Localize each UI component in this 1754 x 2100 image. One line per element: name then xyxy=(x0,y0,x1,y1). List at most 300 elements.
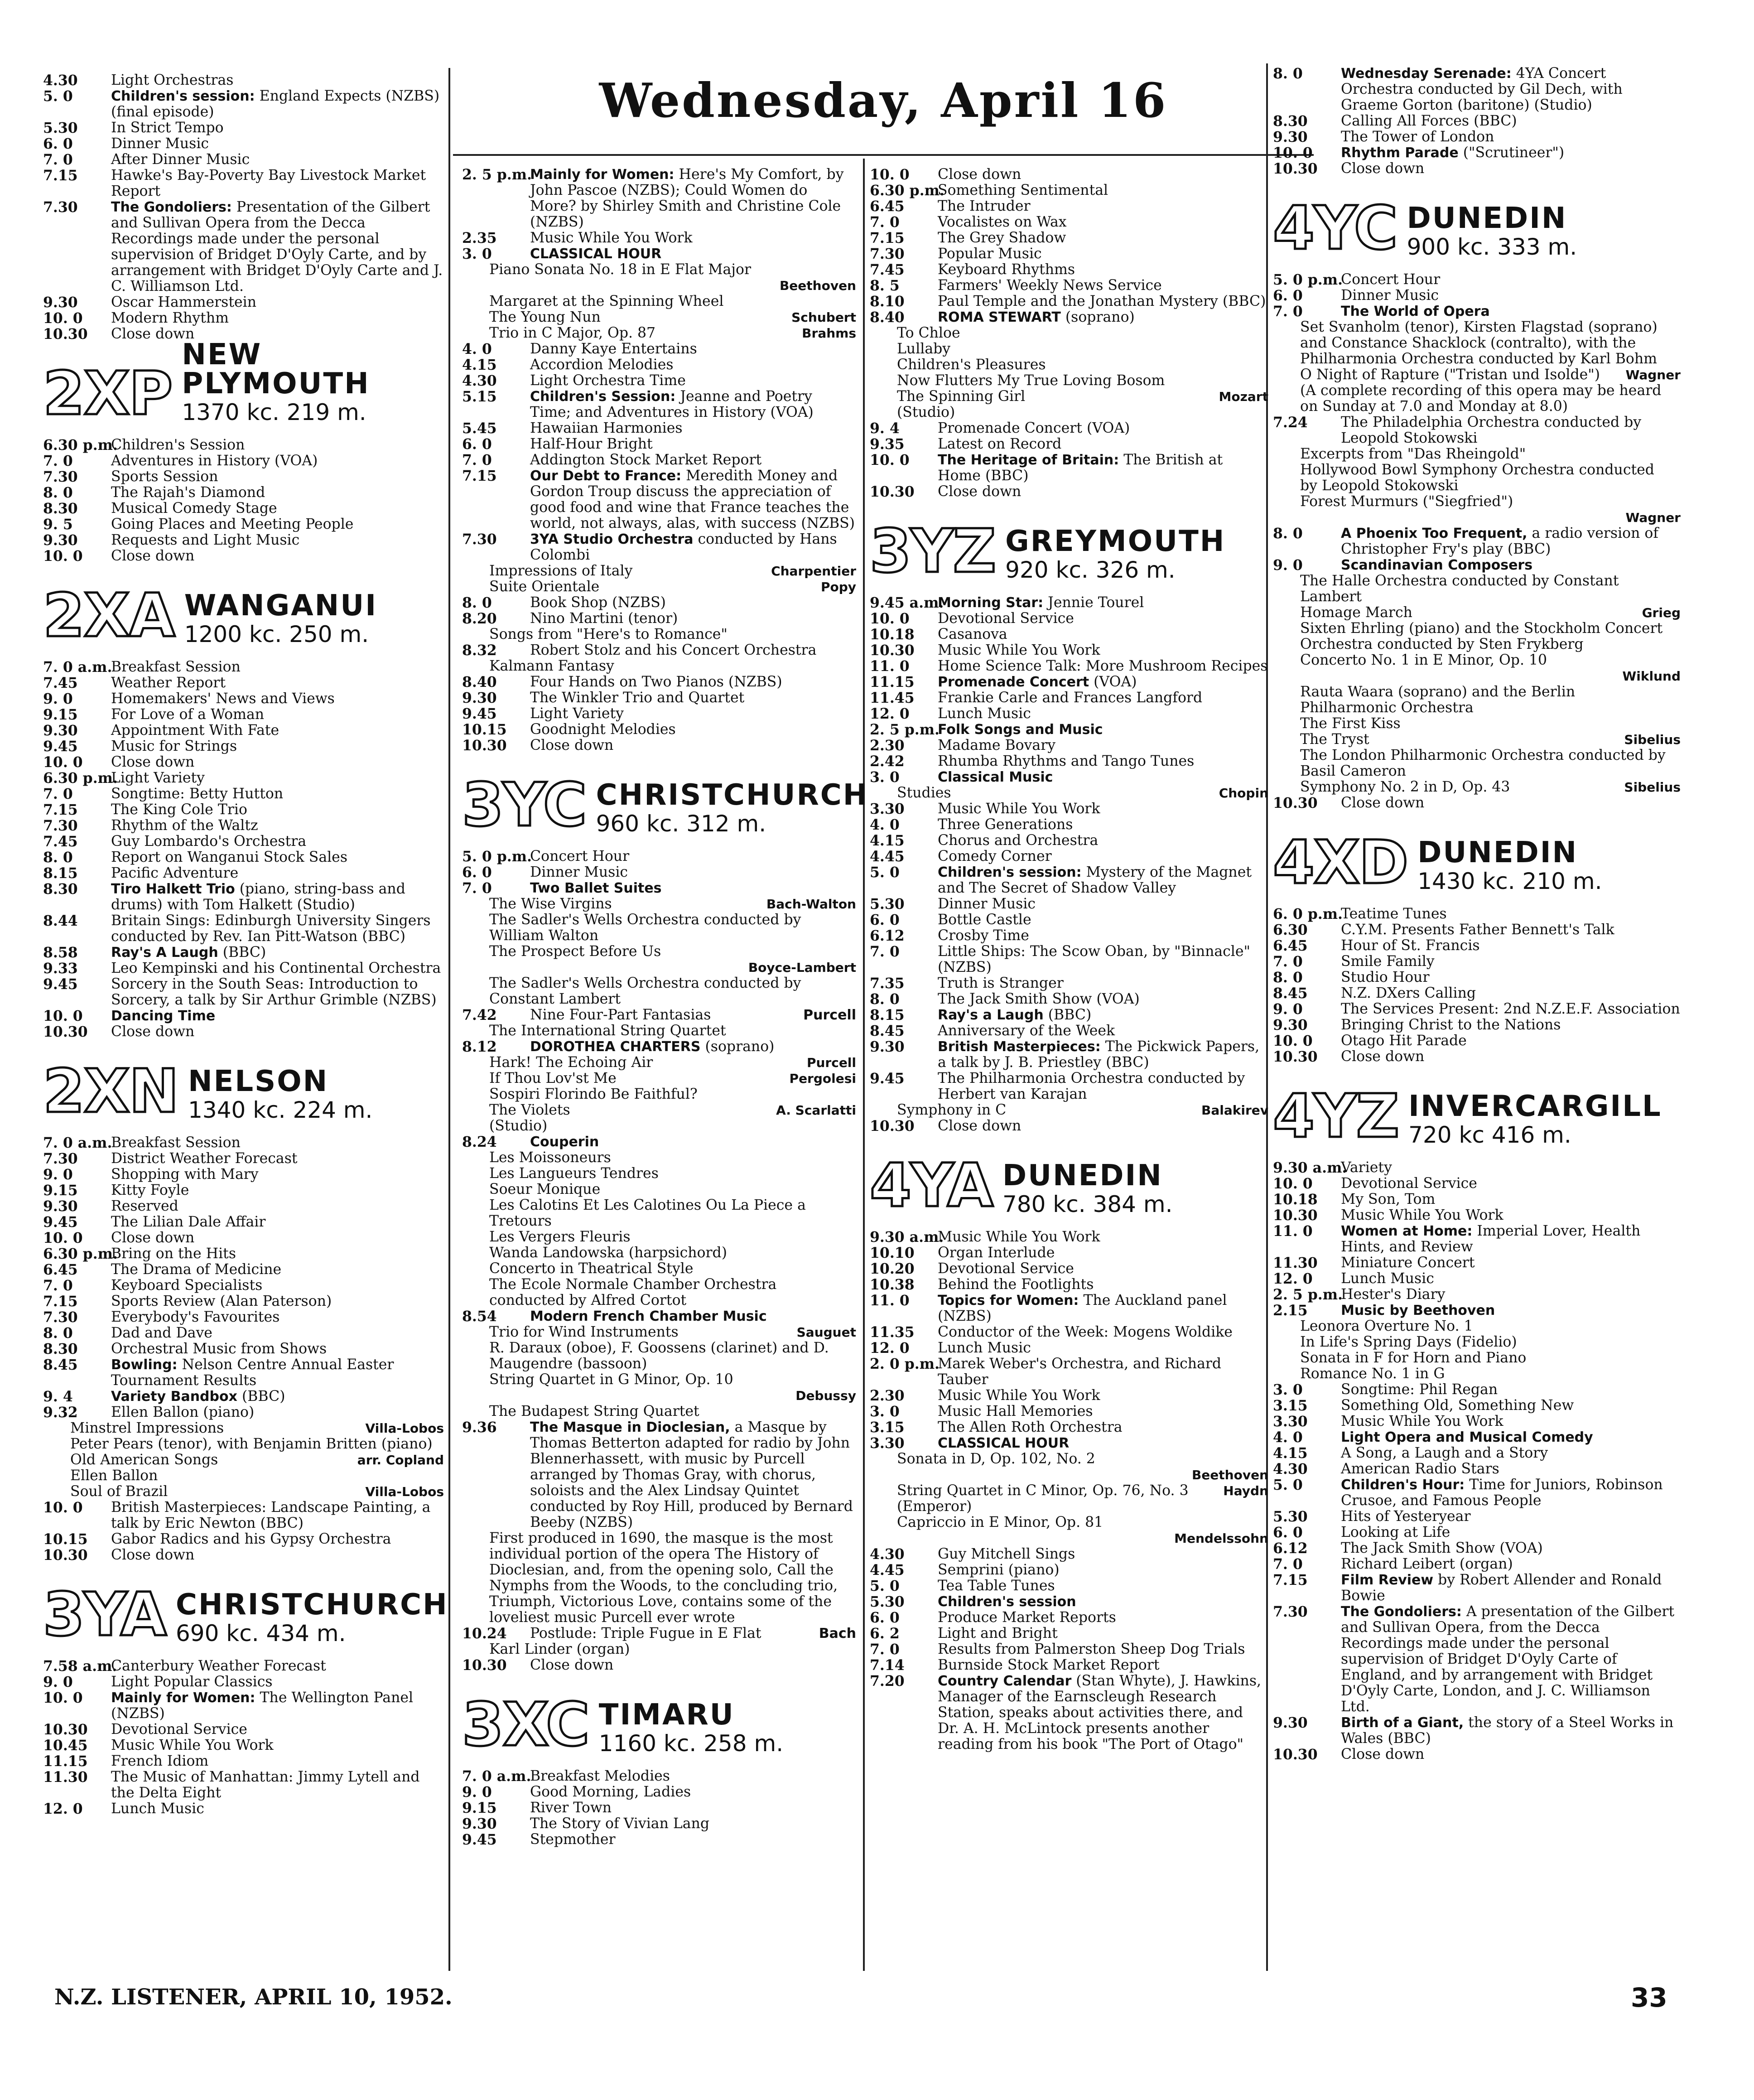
work-title: (Studio) xyxy=(489,1118,548,1134)
schedule-row xyxy=(1273,1176,1681,1192)
composer-name: Beethoven xyxy=(1191,1468,1268,1482)
schedule-row xyxy=(870,722,1268,738)
programme-entry: The Story of Vivian Lang xyxy=(530,1815,710,1832)
programme-entry: Light Variety xyxy=(111,770,205,786)
time-slot: 11. 0 xyxy=(870,658,910,675)
schedule-row xyxy=(1273,795,1681,811)
time-slot: 7.24 xyxy=(1273,414,1308,431)
time-slot: 10.18 xyxy=(1273,1191,1318,1208)
schedule-row xyxy=(462,1419,856,1530)
schedule-row xyxy=(870,642,1268,658)
schedule-row xyxy=(462,1657,856,1673)
work-title: Ellen Ballon xyxy=(70,1468,158,1484)
time-slot: 4.30 xyxy=(43,72,78,89)
work-title: Symphony No. 2 in D, Op. 43 xyxy=(1300,779,1510,795)
work-line xyxy=(1273,573,1681,605)
time-slot: 9. 5 xyxy=(43,516,73,533)
time-slot: 5.45 xyxy=(462,420,497,437)
time-slot: 6. 0 xyxy=(462,436,492,453)
programme-detail: (Stan Whyte), J. Hawkins, Manager of the Earnscleugh Research Station, speaks about activities there, and Dr. A. H. McLintock presents another reading from his book "The Port of Otago" xyxy=(938,1673,1261,1752)
programme-entry xyxy=(938,1594,1268,1610)
work-title: String Quartet in C Minor, Op. 76, No. 3 (Emperor) xyxy=(897,1482,1189,1515)
time-slot: 3.15 xyxy=(1273,1397,1308,1414)
programme-entry: Something Old, Something New xyxy=(1341,1397,1574,1414)
schedule-row xyxy=(43,72,444,88)
programme-entry: Music Hall Memories xyxy=(938,1403,1093,1419)
programme-title: ROMA STEWART xyxy=(938,309,1061,325)
programme-entry: Musical Comedy Stage xyxy=(111,500,277,517)
time-slot: 8. 0 xyxy=(870,991,900,1008)
time-slot: 3.30 xyxy=(1273,1413,1308,1430)
schedule-row xyxy=(43,437,444,453)
programme-entry xyxy=(938,452,1268,484)
station-header xyxy=(462,770,869,840)
schedule-row xyxy=(43,453,444,469)
station-header xyxy=(1273,193,1681,263)
work-line xyxy=(462,1055,856,1071)
time-slot: 8.24 xyxy=(462,1134,497,1150)
work-line xyxy=(870,1530,1268,1546)
time-slot: 5.30 xyxy=(870,1593,905,1610)
schedule-row xyxy=(43,152,444,168)
programme-entry xyxy=(111,88,444,120)
schedule-row xyxy=(43,136,444,152)
programme-entry: The Intruder xyxy=(938,198,1031,214)
programme-entry: American Radio Stars xyxy=(1341,1461,1499,1477)
time-slot: 4.15 xyxy=(1273,1445,1308,1462)
time-slot: 10. 0 xyxy=(43,1499,83,1516)
composer-name: Bach-Walton xyxy=(766,897,856,912)
station-callsign: 4YZ xyxy=(1273,1081,1399,1151)
time-slot: 5.30 xyxy=(43,120,78,136)
programme-entry xyxy=(1341,66,1681,113)
programme-entry: Devotional Service xyxy=(1341,1175,1477,1192)
programme-entry: British Masterpieces: Landscape Painting, a talk by Eric Newton (BBC) xyxy=(111,1499,431,1531)
programme-entry: Bringing Christ to the Nations xyxy=(1341,1017,1561,1033)
work-line xyxy=(870,325,1268,341)
schedule-row xyxy=(43,120,444,136)
schedule-row xyxy=(1273,1445,1681,1461)
schedule-row xyxy=(43,1024,444,1040)
programme-entry xyxy=(938,595,1268,611)
work-title: Sonata in D, Op. 102, No. 2 xyxy=(897,1451,1095,1467)
time-slot: 10.30 xyxy=(870,642,915,659)
detail-line: Karl Linder (organ) xyxy=(489,1641,630,1657)
programme-entry xyxy=(938,1293,1268,1324)
schedule-row xyxy=(43,675,444,691)
schedule-row xyxy=(462,611,856,627)
programme-entry: The Music of Manhattan: Jimmy Lytell and the Delta Eight xyxy=(111,1769,420,1801)
time-slot: 9. 0 xyxy=(462,1784,492,1801)
work-line xyxy=(1273,367,1681,383)
programme-entry: The Jack Smith Show (VOA) xyxy=(938,991,1140,1007)
programme-title: Wednesday Serenade: xyxy=(1341,66,1512,82)
time-slot: 8.45 xyxy=(43,1357,78,1373)
time-slot: 4. 0 xyxy=(1273,1429,1303,1446)
schedule-row xyxy=(462,595,856,611)
schedule-row xyxy=(43,834,444,850)
programme-entry: Marek Weber's Orchestra, and Richard Tauber xyxy=(938,1356,1222,1388)
programme-entry xyxy=(530,468,856,531)
schedule-row xyxy=(462,642,856,658)
schedule-row xyxy=(870,1007,1268,1023)
time-slot: 2. 0 p.m. xyxy=(870,1356,940,1372)
work-line xyxy=(1273,510,1681,526)
schedule-row xyxy=(1273,1001,1681,1017)
programme-entry xyxy=(530,1039,856,1055)
detail-line: Les Moissoneurs xyxy=(489,1149,611,1166)
time-slot: 6.45 xyxy=(1273,937,1308,954)
programme-entry xyxy=(1341,1303,1681,1318)
time-slot: 5. 0 xyxy=(43,88,73,105)
schedule-row xyxy=(43,802,444,818)
programme-entry: Close down xyxy=(111,1230,195,1246)
time-slot: 6. 0 xyxy=(870,912,900,928)
detail-line: Les Calotins Et Les Calotines Ou La Piece a Tretours xyxy=(489,1197,806,1229)
programme-title: Modern French Chamber Music xyxy=(530,1308,767,1324)
programme-entry: Music While You Work xyxy=(1341,1207,1503,1223)
time-slot: 11.15 xyxy=(870,674,915,690)
programme-entry: Breakfast Session xyxy=(111,659,241,675)
work-line xyxy=(1273,494,1681,510)
schedule-row xyxy=(43,976,444,1008)
work-line xyxy=(870,1515,1268,1530)
time-slot: 10. 0 xyxy=(43,1230,83,1246)
schedule-row xyxy=(1273,66,1681,113)
time-slot: 10. 0 xyxy=(43,548,83,565)
programme-entry: Music While You Work xyxy=(938,801,1100,817)
programme-entry xyxy=(111,1690,444,1722)
time-slot: 8. 0 xyxy=(1273,525,1303,542)
station-frequency: 1430 kc. 210 m. xyxy=(1417,868,1602,894)
schedule-row xyxy=(870,1356,1268,1388)
station-header xyxy=(462,1690,856,1760)
programme-entry: Breakfast Session xyxy=(111,1134,241,1151)
programme-detail: Presentation of the Gilbert and Sullivan Opera from the Decca Recordings made under the personal supervision of Bridget D'Oyly Carte, and by arrangement with Bridget D'Oyly Carte and J. C. Williamson Ltd. xyxy=(111,199,443,294)
programme-title: CLASSICAL HOUR xyxy=(530,246,662,262)
schedule-row xyxy=(43,1547,444,1563)
composer-name: Brahms xyxy=(802,326,856,341)
station-header xyxy=(870,1151,1268,1221)
time-slot: 11. 0 xyxy=(870,1292,910,1309)
programme-entry: Adventures in History (VOA) xyxy=(111,453,318,469)
time-slot: 7. 0 xyxy=(1273,953,1303,970)
schedule-row xyxy=(43,691,444,707)
programme-entry: Light and Bright xyxy=(938,1625,1058,1641)
time-slot: 10.30 xyxy=(1273,160,1318,177)
station-callsign: 3YC xyxy=(462,770,586,840)
schedule-row xyxy=(43,659,444,675)
time-slot: 7.30 xyxy=(43,1150,78,1167)
programme-entry: Hester's Diary xyxy=(1341,1286,1446,1303)
work-title: The Budapest String Quartet xyxy=(489,1403,699,1419)
schedule-row xyxy=(1273,1303,1681,1318)
station-frequency: 920 kc. 326 m. xyxy=(1005,557,1176,583)
time-slot: 4.30 xyxy=(1273,1461,1308,1477)
schedule-row xyxy=(462,1134,856,1150)
time-slot: 7. 0 xyxy=(462,880,492,897)
time-slot: 10. 0 xyxy=(870,452,910,468)
work-line xyxy=(462,325,856,341)
work-line xyxy=(870,785,1268,801)
schedule-row xyxy=(870,817,1268,833)
schedule-row xyxy=(462,706,856,722)
programme-entry: Home Science Talk: More Mushroom Recipes xyxy=(938,658,1268,674)
station-frequency: 780 kc. 384 m. xyxy=(1002,1191,1173,1217)
programme-entry: C.Y.M. Presents Father Bennett's Talk xyxy=(1341,922,1614,938)
programme-title: Children's Session: xyxy=(530,389,676,405)
programme-entry: Devotional Service xyxy=(938,1260,1074,1277)
work-line xyxy=(870,1102,1268,1118)
programme-entry: Nino Martini (tenor) xyxy=(530,610,678,627)
programme-detail: Mystery of the Magnet and The Secret of Shadow Valley xyxy=(938,864,1252,896)
time-slot: 7.15 xyxy=(870,230,905,246)
composer-name: Haydn xyxy=(1223,1483,1268,1498)
work-line xyxy=(462,278,856,294)
programme-entry: Dinner Music xyxy=(111,135,209,152)
programme-entry: Light Popular Classics xyxy=(111,1674,273,1690)
programme-title: Mainly for Women: xyxy=(111,1690,255,1706)
time-slot: 8.45 xyxy=(1273,985,1308,1002)
time-slot: 12. 0 xyxy=(1273,1270,1313,1287)
schedule-row xyxy=(43,1500,444,1531)
station-callsign: 2XA xyxy=(43,581,174,651)
station-info xyxy=(188,1067,372,1121)
programme-entry xyxy=(1341,557,1681,573)
schedule-row xyxy=(870,864,1268,896)
time-slot: 10.15 xyxy=(462,721,507,738)
time-slot: 3.15 xyxy=(870,1419,905,1436)
programme-title: CLASSICAL HOUR xyxy=(938,1435,1070,1451)
programme-detail: (BBC) xyxy=(218,944,266,961)
time-slot: 7.15 xyxy=(43,801,78,818)
programme-title: Birth of a Giant, xyxy=(1341,1715,1464,1731)
programme-detail: Nelson Centre Annual Easter Tournament Results xyxy=(111,1357,394,1389)
programme-title: Classical Music xyxy=(938,769,1053,785)
time-slot: 9.33 xyxy=(43,960,78,977)
detail-line: First produced in 1690, the masque is the most individual portion of the opera The History of Dioclesian, and, from the opening solo, Call the Nymphs from the Woods, to the concluding trio, Triumph, Victorious Love, contains some of the loveliest music Purcell ever wrote xyxy=(489,1530,838,1626)
composer-name: Bach xyxy=(819,1626,856,1641)
programme-entry: Music While You Work xyxy=(1341,1413,1503,1429)
schedule-row xyxy=(1273,272,1681,288)
station-city: GREYMOUTH xyxy=(1005,525,1226,558)
schedule-row xyxy=(1273,970,1681,985)
programme-entry: Songtime: Phil Regan xyxy=(1341,1381,1498,1398)
composer-name: Mozart xyxy=(1219,389,1268,404)
station-header xyxy=(1273,828,1681,898)
programme-detail: Meredith Money and Gordon Troup discuss the appreciation of good food and wine that France teaches the world, not always, alas, with success (NZBS) xyxy=(530,468,855,531)
station-info xyxy=(184,591,377,646)
work-title: The Halle Orchestra conducted by Constant Lambert xyxy=(1300,573,1619,605)
programme-entry: Produce Market Reports xyxy=(938,1609,1116,1626)
time-slot: 9.30 xyxy=(1273,1017,1308,1033)
programme-detail: Jeanne and Poetry Time; and Adventures in History (VOA) xyxy=(530,388,814,420)
schedule-row xyxy=(43,1405,444,1420)
station-callsign: 4YC xyxy=(1273,193,1397,263)
work-line xyxy=(870,341,1268,357)
composer-name: Mendelssohn xyxy=(1174,1531,1268,1546)
time-slot: 5. 0 xyxy=(870,1578,900,1594)
work-line xyxy=(1273,462,1681,494)
time-slot: 8.30 xyxy=(43,500,78,517)
work-line xyxy=(43,1468,444,1484)
programme-entry: Close down xyxy=(530,1657,614,1673)
time-slot: 8.40 xyxy=(870,309,905,326)
time-slot: 6.12 xyxy=(870,927,905,944)
work-line xyxy=(462,960,856,975)
work-line xyxy=(43,1436,444,1452)
time-slot: 7.45 xyxy=(43,833,78,850)
work-line xyxy=(462,1086,856,1102)
schedule-row xyxy=(43,865,444,881)
programme-entry: Three Generations xyxy=(938,816,1073,833)
schedule-row xyxy=(870,1340,1268,1356)
composer-name: Sibelius xyxy=(1624,780,1681,795)
time-slot: 7.15 xyxy=(43,1293,78,1310)
schedule-row xyxy=(43,1674,444,1690)
schedule-row xyxy=(870,627,1268,642)
programme-title: Light Opera and Musical Comedy xyxy=(1341,1429,1593,1445)
schedule-row xyxy=(870,912,1268,928)
work-title: Now Flutters My True Loving Bosom xyxy=(897,372,1165,389)
schedule-row xyxy=(1273,1525,1681,1540)
programme-entry: Music for Strings xyxy=(111,738,237,754)
column-4 xyxy=(1273,66,1681,1762)
station-frequency: 1160 kc. 258 m. xyxy=(598,1730,784,1757)
time-slot: 4.45 xyxy=(870,1562,905,1579)
programme-entry xyxy=(1341,1223,1681,1255)
time-slot: 9.45 xyxy=(870,1070,905,1087)
station-callsign: 3YA xyxy=(43,1580,166,1650)
schedule-row xyxy=(1273,1223,1681,1255)
programme-entry: Good Morning, Ladies xyxy=(530,1784,691,1800)
time-slot: 5.15 xyxy=(462,388,497,405)
schedule-row xyxy=(43,1151,444,1167)
schedule-row xyxy=(1273,1271,1681,1287)
programme-entry: Dinner Music xyxy=(530,864,628,880)
programme-entry: Britain Sings: Edinburgh University Singers conducted by Rev. Ian Pitt-Watson (BBC) xyxy=(111,912,431,945)
time-slot: 3.30 xyxy=(870,801,905,817)
time-slot: 7. 0 xyxy=(1273,303,1303,320)
station-frequency: 720 kc 416 m. xyxy=(1408,1122,1571,1148)
work-line xyxy=(870,1483,1268,1515)
work-title: Forest Murmurs ("Siegfried") xyxy=(1300,493,1513,510)
programme-entry: N.Z. DXers Calling xyxy=(1341,985,1476,1001)
time-slot: 4.45 xyxy=(870,848,905,865)
schedule-row xyxy=(43,88,444,120)
schedule-row xyxy=(43,1753,444,1769)
programme-entry: Truth is Stranger xyxy=(938,975,1064,991)
time-slot: 8.44 xyxy=(43,912,78,929)
station-callsign: 4XD xyxy=(1273,828,1408,898)
programme-entry: Studio Hour xyxy=(1341,969,1430,985)
schedule-row xyxy=(462,452,856,468)
schedule-row xyxy=(870,294,1268,309)
programme-entry: Close down xyxy=(938,166,1022,183)
time-slot: 9. 4 xyxy=(870,420,900,437)
schedule-row xyxy=(462,849,856,864)
time-slot: 8.45 xyxy=(870,1023,905,1039)
schedule-row xyxy=(870,975,1268,991)
work-line xyxy=(462,912,856,944)
programme-entry xyxy=(111,881,444,913)
programme-entry: Keyboard Specialists xyxy=(111,1277,263,1294)
schedule-row xyxy=(43,1738,444,1753)
time-slot: 10. 0 xyxy=(43,754,83,771)
programme-entry: Conductor of the Week: Mogens Woldike xyxy=(938,1324,1233,1340)
programme-detail: a radio version of Christopher Fry's play (BBC) xyxy=(1341,525,1659,557)
programme-entry: Anniversary of the Week xyxy=(938,1023,1115,1039)
schedule-row xyxy=(1273,1414,1681,1429)
time-slot: 4.15 xyxy=(462,357,497,373)
schedule-row xyxy=(43,469,444,485)
time-slot: 10. 0 xyxy=(43,1690,83,1706)
schedule-row xyxy=(462,1626,856,1641)
programme-detail: Here's My Comfort, by John Pascoe (NZBS); Could Women do More? by Shirley Smith and Christine Cole (NZBS) xyxy=(530,166,844,230)
schedule-row xyxy=(462,246,856,262)
schedule-row xyxy=(43,1690,444,1722)
time-slot: 6. 0 xyxy=(1273,1524,1303,1541)
schedule-row xyxy=(870,611,1268,627)
schedule-row xyxy=(43,1278,444,1294)
work-line xyxy=(870,405,1268,420)
programme-entry: Sports Review (Alan Paterson) xyxy=(111,1293,332,1309)
time-slot: 2.35 xyxy=(462,230,497,246)
schedule-row xyxy=(43,485,444,501)
time-slot: 9.30 xyxy=(462,1815,497,1832)
time-slot: 10. 0 xyxy=(870,166,910,183)
composer-name: Villa-Lobos xyxy=(365,1421,444,1436)
programme-entry: Semprini (piano) xyxy=(938,1562,1060,1578)
programme-entry: Weather Report xyxy=(111,675,226,691)
programme-entry: Pacific Adventure xyxy=(111,865,239,881)
schedule-row xyxy=(43,517,444,532)
time-slot: 7.30 xyxy=(43,199,78,216)
programme-entry: Everybody's Favourites xyxy=(111,1309,280,1325)
work-title: The Young Nun xyxy=(489,309,601,325)
work-title: R. Daraux (oboe), F. Goossens (clarinet) and D. Maugendre (bassoon) xyxy=(489,1340,829,1372)
schedule-row xyxy=(870,753,1268,769)
time-slot: 7.30 xyxy=(870,246,905,262)
programme-detail: ("Scrutineer") xyxy=(1458,145,1565,161)
programme-entry: Dad and Dave xyxy=(111,1325,212,1341)
programme-entry: Variety xyxy=(1341,1159,1392,1176)
schedule-row xyxy=(1273,1382,1681,1398)
programme-entry: Results from Palmerston Sheep Dog Trials xyxy=(938,1641,1245,1657)
schedule-row xyxy=(43,945,444,961)
schedule-row xyxy=(462,436,856,452)
time-slot: 10. 0 xyxy=(1273,145,1313,161)
schedule-row xyxy=(1273,1160,1681,1176)
programme-entry: Hawke's Bay-Poverty Bay Livestock Market Report xyxy=(111,167,426,199)
schedule-row xyxy=(1273,1715,1681,1747)
schedule-row xyxy=(870,896,1268,912)
programme-entry: Guy Mitchell Sings xyxy=(938,1546,1075,1562)
programme-entry: The Winkler Trio and Quartet xyxy=(530,690,745,706)
time-slot: 10.30 xyxy=(870,483,915,500)
programme-title: Ray's A Laugh xyxy=(111,945,218,961)
work-line xyxy=(1273,748,1681,779)
schedule-row xyxy=(870,183,1268,198)
time-slot: 9.15 xyxy=(43,1182,78,1199)
time-slot: 9.30 a.m. xyxy=(1273,1159,1347,1176)
schedule-row xyxy=(462,1800,856,1816)
programme-entry: Bring on the Hits xyxy=(111,1246,236,1262)
work-title: Margaret at the Spinning Wheel xyxy=(489,293,724,309)
station-info xyxy=(599,1700,783,1755)
schedule-row xyxy=(1273,288,1681,304)
programme-entry: Close down xyxy=(530,737,614,753)
